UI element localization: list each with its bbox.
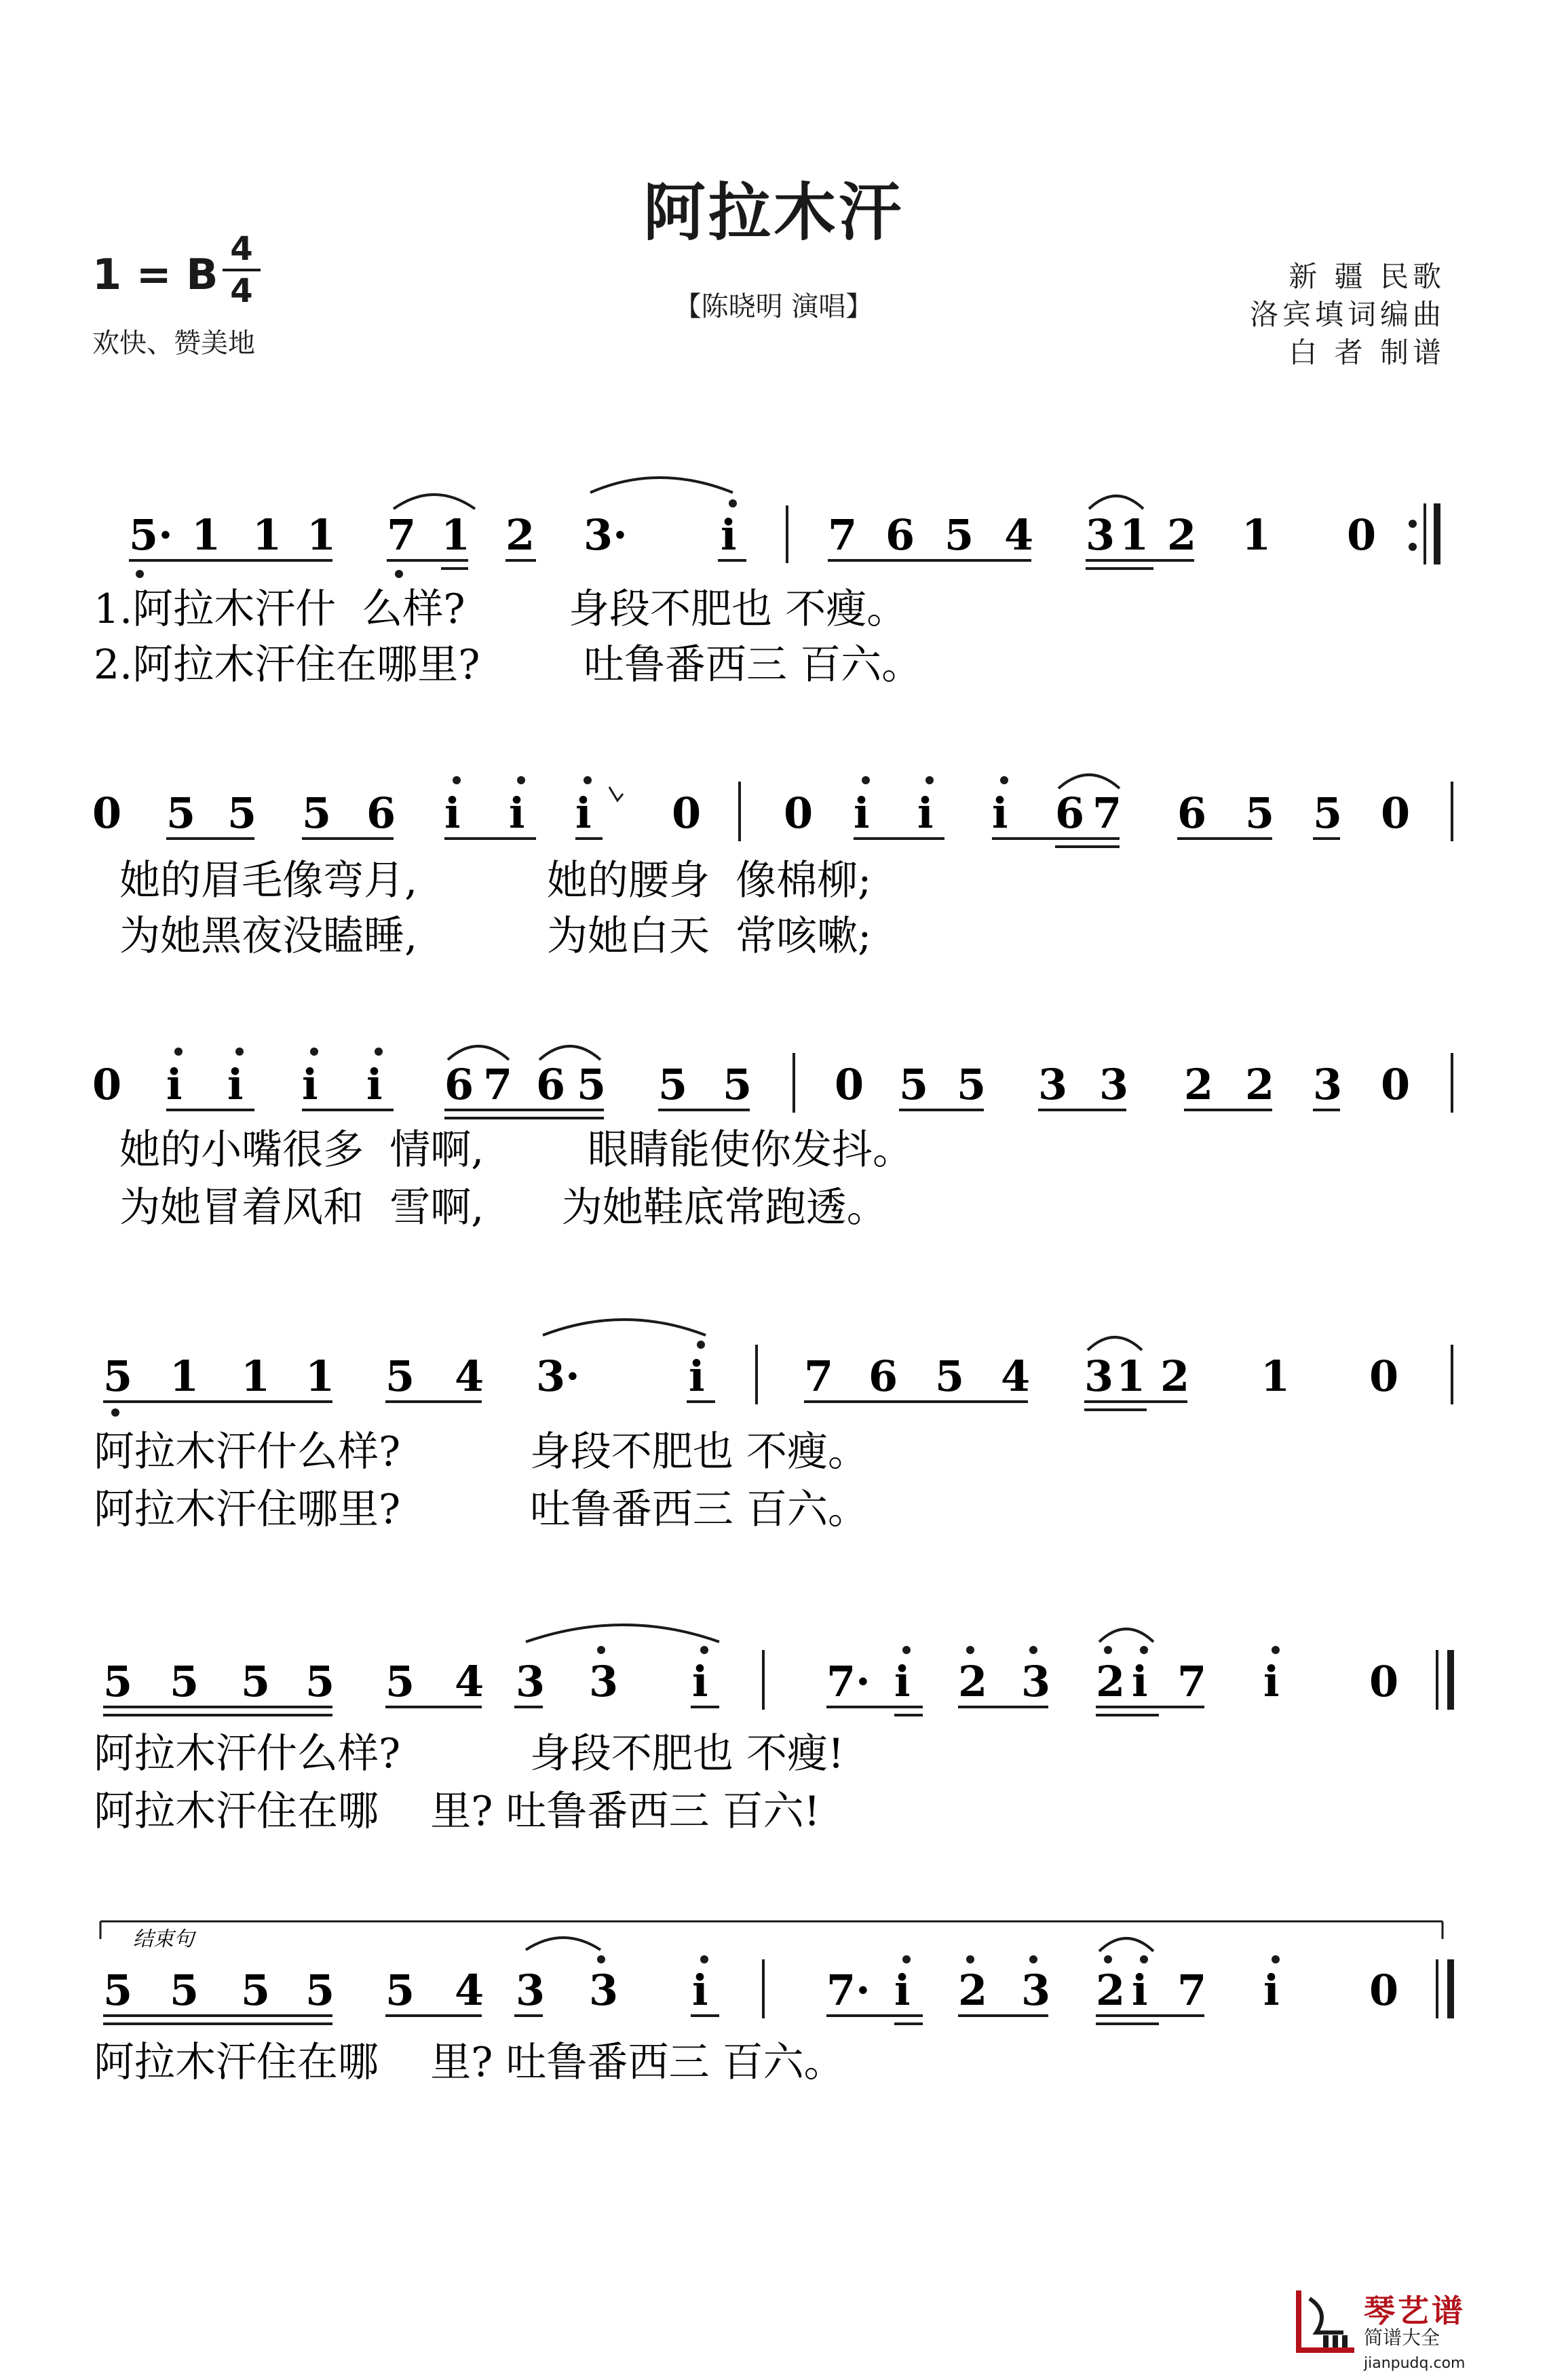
note: i	[854, 788, 870, 838]
note: 3	[1021, 1657, 1051, 1706]
note: 6	[868, 1351, 898, 1401]
lyric-line: 阿拉木汗住哪里? 吐鲁番西三 百六。	[94, 1486, 868, 1533]
note: 5	[1245, 788, 1275, 838]
note: 1	[307, 510, 337, 560]
lyric-line: 2.阿拉木汗住在哪里? 吐鲁番西三 百六。	[94, 641, 923, 689]
lyric-line: 为她黑夜没瞌睡, 为她白天 常咳嗽;	[94, 913, 872, 960]
note: i	[166, 1060, 183, 1109]
note: 1	[1120, 510, 1149, 560]
note: 4	[455, 1351, 484, 1401]
note: 7	[1092, 788, 1122, 838]
watermark-brand: 琴艺谱	[1364, 2292, 1466, 2329]
note: 5	[899, 1060, 929, 1109]
note: 5	[305, 1657, 335, 1706]
row-6-ending	[94, 1921, 1451, 2086]
note: 3	[1086, 510, 1115, 560]
row-2	[92, 775, 1452, 960]
note: 5	[305, 1965, 335, 2015]
song-title: 阿拉木汗	[643, 176, 904, 249]
note: 0	[92, 788, 122, 838]
watermark-subtitle	[1364, 2323, 1506, 2373]
note: i	[366, 1060, 383, 1109]
note: 0	[1369, 1657, 1399, 1706]
note: i	[721, 510, 737, 560]
note: i	[1263, 1965, 1280, 2015]
note: i	[692, 1965, 708, 2015]
note: 7	[1177, 1657, 1207, 1706]
note: 0	[1369, 1965, 1399, 2015]
note: 2	[1096, 1657, 1126, 1706]
ending-label: 结束句	[133, 1927, 194, 1951]
note: 5·	[129, 510, 173, 560]
lyric-line: 阿拉木汗住在哪 里? 吐鲁番西三 百六。	[94, 2039, 845, 2086]
credit-transcriber: 白 者 制谱	[1288, 336, 1445, 369]
piano-logo-icon	[1289, 2285, 1364, 2360]
note: 1	[241, 1351, 271, 1401]
note: 7	[387, 510, 417, 560]
note: 1	[1116, 1351, 1146, 1401]
note: 1	[252, 510, 282, 560]
note: 3	[1038, 1060, 1068, 1109]
note: i	[444, 788, 461, 838]
note: 3	[1313, 1060, 1343, 1109]
note: 2	[1096, 1965, 1126, 2015]
note: 3	[589, 1657, 619, 1706]
note: 1	[170, 1351, 199, 1401]
note: 5	[1313, 788, 1343, 838]
note: 3	[589, 1965, 619, 2015]
lyric-line: 她的眉毛像弯月, 她的腰身 像棉柳;	[94, 857, 872, 904]
note: 0	[1381, 788, 1411, 838]
note: 5	[103, 1965, 133, 2015]
note: 4	[1004, 510, 1034, 560]
note: i	[917, 788, 934, 838]
note: 1	[305, 1351, 335, 1401]
note: 2	[505, 510, 535, 560]
note: 0	[1381, 1060, 1411, 1109]
lyric-line: 1.阿拉木汗什 么样? 身段不肥也 不瘦。	[94, 586, 908, 633]
note: 7·	[826, 1657, 871, 1706]
note: 7	[804, 1351, 834, 1401]
note: 4	[455, 1965, 484, 2015]
note: 5	[103, 1351, 133, 1401]
note: 7·	[826, 1965, 871, 2015]
row-4	[94, 1320, 1452, 1533]
note: 5	[935, 1351, 965, 1401]
lyric-line: 为她冒着风和 雪啊, 为她鞋底常跑透。	[94, 1184, 887, 1231]
note: 6	[1055, 788, 1085, 838]
lyric-line: 她的小嘴很多 情啊, 眼睛能使你发抖。	[94, 1126, 913, 1174]
note: i	[692, 1657, 708, 1706]
note: 4	[1001, 1351, 1031, 1401]
note: 7	[483, 1060, 513, 1109]
note: i	[227, 1060, 244, 1109]
note: 5	[385, 1965, 415, 2015]
note: 3	[516, 1657, 546, 1706]
watermark-logo	[1289, 2285, 1506, 2372]
note: i	[894, 1657, 911, 1706]
note: i	[992, 788, 1008, 838]
note: 5	[302, 788, 332, 838]
note: 2	[1167, 510, 1197, 560]
note: 2	[1245, 1060, 1275, 1109]
note: 1	[191, 510, 221, 560]
note: 5	[170, 1965, 199, 2015]
watermark-site: jianpudq.com	[1364, 2355, 1466, 2372]
note: 1	[1261, 1351, 1291, 1401]
note: i	[509, 788, 525, 838]
note: 2	[958, 1965, 988, 2015]
note: 3·	[536, 1351, 580, 1401]
note: 6	[444, 1060, 474, 1109]
note: 5	[170, 1657, 199, 1706]
note: i	[689, 1351, 705, 1401]
note: 0	[835, 1060, 864, 1109]
note: 0	[784, 788, 814, 838]
row-1	[94, 478, 1437, 689]
lyric-line: 阿拉木汗什么样? 身段不肥也 不瘦。	[94, 1428, 868, 1476]
note: 5	[241, 1657, 271, 1706]
time-signature-top: 4	[230, 230, 253, 268]
watermark-subtitle-text: 简谱大全	[1364, 2326, 1440, 2349]
note: 2	[1160, 1351, 1190, 1401]
note: 7	[1177, 1965, 1207, 2015]
note: 5	[385, 1657, 415, 1706]
credit-origin: 新 疆 民歌	[1288, 260, 1445, 293]
note: i	[894, 1965, 911, 2015]
note: 3·	[584, 510, 628, 560]
note: 5	[103, 1657, 133, 1706]
note: 1	[441, 510, 471, 560]
time-signature-bottom: 4	[230, 272, 253, 310]
lyric-line: 阿拉木汗什么样? 身段不肥也 不瘦!	[94, 1730, 845, 1778]
row-3	[92, 1046, 1452, 1231]
note: 5	[577, 1060, 607, 1109]
row-5	[94, 1625, 1451, 1835]
lyric-line: 阿拉木汗住在哪 里? 吐鲁番西三 百六!	[94, 1788, 820, 1835]
note: 6	[1177, 788, 1207, 838]
note: i	[302, 1060, 318, 1109]
note: 5	[241, 1965, 271, 2015]
note: 3	[1021, 1965, 1051, 2015]
note: 7	[828, 510, 858, 560]
note: 2	[1184, 1060, 1214, 1109]
note: i	[1132, 1965, 1148, 2015]
note: 5	[944, 510, 974, 560]
note: i	[1132, 1657, 1148, 1706]
note: i	[1263, 1657, 1280, 1706]
note: 1	[1242, 510, 1272, 560]
note: 5	[723, 1060, 752, 1109]
note: 3	[1084, 1351, 1114, 1401]
note: 6	[536, 1060, 566, 1109]
note: 5	[658, 1060, 688, 1109]
key-signature: 1 = B	[92, 250, 218, 299]
note: 5	[957, 1060, 987, 1109]
note: 6	[885, 510, 915, 560]
note: 3	[516, 1965, 546, 2015]
note: 0	[92, 1060, 122, 1109]
note: 6	[366, 788, 396, 838]
note: 0	[672, 788, 702, 838]
note: 0	[1369, 1351, 1399, 1401]
tempo-marking: 欢快、赞美地	[92, 328, 255, 359]
singer-credit: 【陈晓明 演唱】	[674, 291, 873, 322]
note: 5	[227, 788, 257, 838]
note: i	[575, 788, 592, 838]
note: 3	[1099, 1060, 1129, 1109]
note: 2	[958, 1657, 988, 1706]
credit-arranger: 洛宾填词编曲	[1249, 298, 1445, 331]
note: 4	[455, 1657, 484, 1706]
note: 0	[1347, 510, 1377, 560]
note: 5	[385, 1351, 415, 1401]
note: 5	[166, 788, 196, 838]
